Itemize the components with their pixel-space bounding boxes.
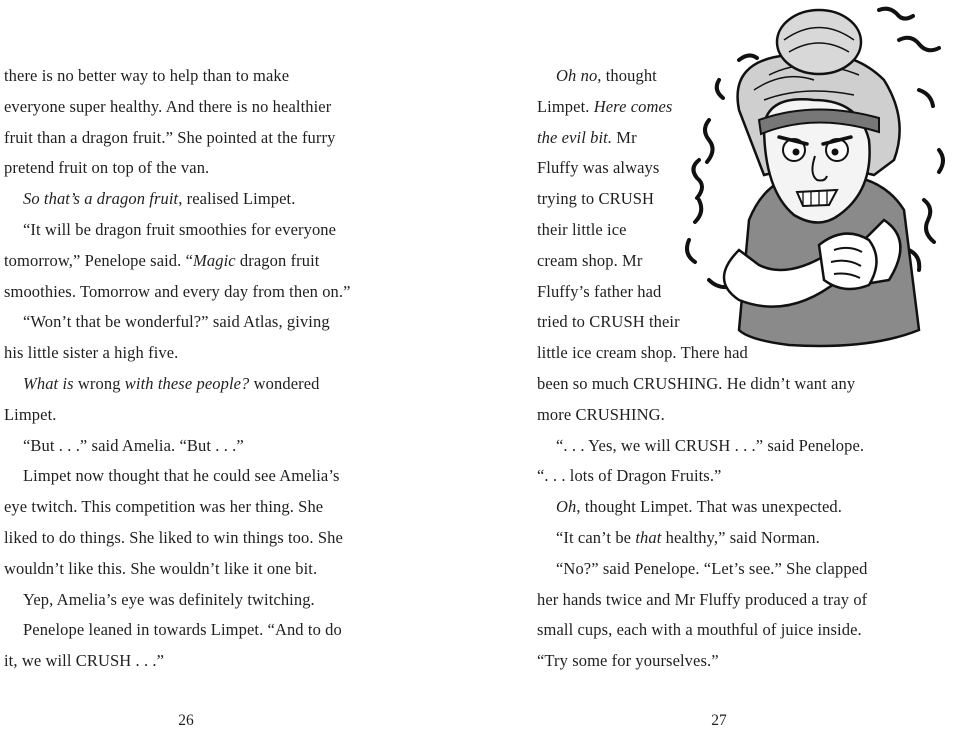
italic-text: Here comes: [593, 96, 673, 116]
text-run: fruit than a dragon fruit.” She pointed at the furry: [4, 127, 336, 147]
text-line: [537, 158, 659, 178]
text-run: tomorrow,” Penelope said. “: [4, 250, 194, 270]
text-run: Penelope leaned in towards Limpet. “And to do: [23, 620, 342, 640]
text-run: little ice cream shop. There had: [537, 343, 748, 363]
text-run: her hands twice and Mr Fluffy produced a tray of: [537, 589, 868, 609]
text-run: their little ice: [537, 220, 627, 239]
text-run: , realised Limpet.: [178, 189, 296, 209]
text-line: [4, 66, 289, 86]
text-run: everyone super healthy. And there is no healthier: [4, 96, 332, 116]
italic-text: Magic: [193, 250, 236, 270]
text-line: [556, 497, 842, 517]
text-line: [537, 590, 867, 610]
text-run: pretend fruit on top of the van.: [4, 158, 210, 178]
text-line: [556, 66, 657, 86]
text-run: wouldn’t like this. She wouldn’t like it one bit.: [4, 558, 318, 578]
angry-old-woman-illustration: [669, 0, 958, 350]
text-run: Limpet now thought that he could see Amelia’s: [23, 466, 340, 486]
text-run: “It can’t be: [556, 528, 636, 547]
text-line: [537, 128, 637, 148]
text-run: been so much CRUSHING. He didn’t want any: [537, 374, 856, 393]
text-line: [4, 128, 335, 148]
text-run: it, we will CRUSH . . .”: [4, 651, 165, 671]
italic-text: So that’s a dragon fruit: [23, 189, 179, 209]
text-line: [23, 620, 342, 640]
text-run: Fluffy was always: [537, 158, 660, 178]
text-line: [4, 158, 209, 178]
italic-text: that: [635, 528, 662, 547]
text-line: [4, 528, 343, 548]
italic-text: What is: [23, 374, 74, 393]
text-run: there is no better way to help than to make: [4, 66, 290, 85]
text-line: [23, 189, 295, 209]
text-run: Yep, Amelia’s eye was definitely twitching.: [23, 589, 315, 609]
text-run: “It will be dragon fruit smoothies for everyone: [23, 220, 337, 239]
text-line: [4, 343, 178, 363]
text-line: [537, 251, 642, 271]
text-run: his little sister a high five.: [4, 343, 179, 363]
text-line: [4, 282, 351, 302]
text-line: [23, 374, 320, 394]
text-run: tried to CRUSH their: [537, 312, 680, 332]
text-line: [4, 559, 317, 579]
text-run: eye twitch. This competition was her thing. She: [4, 497, 324, 517]
text-run: Limpet.: [4, 404, 57, 424]
text-line: [537, 405, 665, 425]
text-line: [556, 528, 820, 548]
text-run: , thought Limpet. That was unexpected.: [576, 497, 842, 517]
text-run: smoothies. Tomorrow and every day from then on.”: [4, 281, 351, 301]
text-run: Mr: [612, 127, 637, 147]
text-line: [4, 497, 323, 517]
text-run: healthy,” said Norman.: [661, 528, 820, 547]
text-run: “Try some for yourselves.”: [537, 651, 719, 671]
italic-text: the evil bit.: [537, 127, 613, 147]
italic-text: Oh no: [556, 66, 598, 85]
text-run: cream shop. Mr: [537, 250, 643, 270]
italic-text: with these people?: [124, 374, 250, 393]
text-run: “Won’t that be wonderful?” said Atlas, giving: [23, 312, 330, 332]
text-line: [537, 189, 654, 209]
page-number: 26: [178, 712, 194, 729]
text-line: [4, 405, 56, 425]
text-run: “. . . Yes, we will CRUSH . . .” said Penelope.: [556, 435, 865, 455]
text-line: [537, 282, 661, 302]
text-run: wondered: [249, 374, 320, 393]
text-line: [556, 436, 864, 456]
text-line: [537, 220, 627, 240]
text-run: “No?” said Penelope. “Let’s see.” She clapped: [556, 558, 868, 578]
text-line: [23, 466, 340, 486]
right-page: [479, 0, 958, 731]
text-line: [537, 374, 855, 394]
text-line: [23, 436, 244, 456]
page-number: 27: [711, 712, 727, 729]
text-line: [537, 620, 862, 640]
text-line: [537, 97, 672, 117]
text-line: [537, 312, 680, 332]
text-line: [4, 251, 319, 271]
text-line: [4, 97, 331, 117]
text-run: “But . . .” said Amelia. “But . . .”: [23, 435, 244, 455]
text-line: [556, 559, 867, 579]
text-run: trying to CRUSH: [537, 189, 655, 209]
text-line: [23, 312, 330, 332]
text-line: [537, 651, 719, 671]
text-run: wrong: [73, 374, 125, 393]
text-line: [4, 651, 164, 671]
text-line: [537, 466, 721, 486]
text-run: , thought: [597, 66, 657, 85]
text-run: Limpet.: [537, 96, 594, 116]
text-run: “. . . lots of Dragon Fruits.”: [537, 466, 722, 486]
text-run: liked to do things. She liked to win things too. She: [4, 528, 343, 547]
text-run: Fluffy’s father had: [537, 281, 662, 301]
text-run: small cups, each with a mouthful of juice inside.: [537, 620, 862, 640]
text-line: [23, 590, 315, 610]
italic-text: Oh: [556, 497, 577, 517]
text-run: more CRUSHING.: [537, 404, 665, 424]
text-run: dragon fruit: [235, 250, 320, 270]
text-line: [23, 220, 336, 240]
